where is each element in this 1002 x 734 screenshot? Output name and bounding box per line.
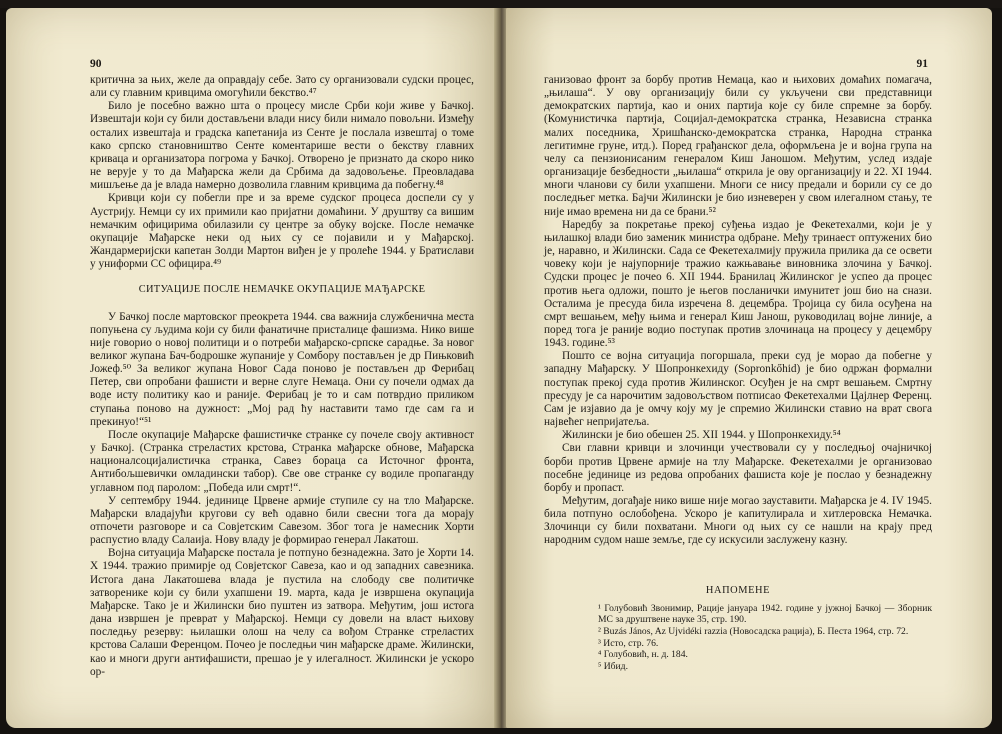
paragraph: Сви главни кривци и злочинци учествовали су у последњој очајничкој борби против Црвене армије на тлу Мађарске. Фекетехалми је организовао посебне јединице из редова опробаних фашиста које је послао у безнадежну борбу и пропаст. bbox=[544, 442, 932, 494]
left-page-text bbox=[90, 74, 474, 679]
page-number: 91 bbox=[916, 58, 928, 70]
left-page bbox=[6, 8, 496, 728]
paragraph: критична за њих, желе да оправдају себе. Зато су организовали судски процес, али су главним кривцима омогућили бекство.⁴⁷ bbox=[90, 74, 474, 100]
footnote: ² Buzás János, Az Ujvidéki razzia (Новосадска рација), Б. Песта 1964, стр. 72. bbox=[598, 625, 909, 637]
paragraph: У Бачкој после мартовског преокрета 1944. сва важнија службенична места попуњена су људима који су били фанатичне присталице фашизма. Нико више није говорио о новој политици и о потреби мађарско-српске сарадње. За новог великог жупана Бач-бодрошке жупаније у Сомбору постављен је др Пињковић Јожеф.⁵⁰ За великог жупана Новог Сада поново је постављен др Ферибац Петер, сви опробани фашисти и верне слуге Немаца. Они су почели одмах да воде исту политику као и раније. Ферибац је то и сам потврдио приликом ступања поново на дужност: „Мој рад ћу наставити тамо где сам га и прекинуо!“⁵¹ bbox=[90, 310, 474, 428]
paragraph: Пошто се војна ситуација погоршала, преки суд је морао да побегне у западну Мађарску. У Шопронкехиду (Sopronkőhid) је био одржан формални поступак прекој суда против Жилинског. Осуђен је на смрт вешањем. Смртну пресуду је са нарочитим задовољством потписао Фекетехалми Цајлнер Ференц. Сам је изјавио да је омчу коју му је спремио Жилински ставио на врат свога највећег непријатеља. bbox=[544, 350, 932, 429]
right-page bbox=[506, 8, 992, 728]
paragraph: Било је посебно важно шта о процесу мисле Срби који живе у Бачкој. Извештаји који су били достављени влади нису били нимало повољни. Између осталих извештаја и градска капетанија из Сенте је послала извештај о томе како српско становништво Сенте коментарише вести о бекству главних криваца и организатора погрома у Бачкој. Отворено је признато да скоро нико не верује у то да Мађарска жели да Србима да задовољење. Преовладава мишљење да је влада намерно дозволила главним кривцима да побегну.⁴⁸ bbox=[90, 100, 474, 192]
paragraph: Жилински је био обешен 25. XII 1944. у Шопронкехиду.⁵⁴ bbox=[562, 429, 841, 442]
footnote: ⁵ Ибид. bbox=[598, 660, 628, 672]
paragraph: Међутим, догађаје нико више није могао зауставити. Мађарска је 4. IV 1945. била потпуно ослобођена. Ускоро је капитулирала и хитлеровска Немачка. Злочинци су били похватани. Многи од њих су се нашли на крају пред народним судом наше земље, где су искусили заслужену казну. bbox=[544, 495, 932, 547]
paragraph: Наредбу за покретање прекој суђења издао је Фекетехалми, који је у њилашкој влади био заменик министра одбране. Међу тринаест оптужених био је, наравно, и Жилински. Сада се Фекетехалмију пружила прилика да се освети човеку који је најупорније тражио кажњавање виновника злочина у Бачкој. Судски процес је почео 6. XII 1944. Бранилац Жилинског је успео да процес против њега одложи, пошто је његов посланички имунитет још био на снази. Осталима је пресуда била изречена 8. децембра. Тројица су била осуђена на смрт вешањем, међу њима и генерал Киш Јанош, руководилац војне линије, а поред тога је раније водио поступак против злочинаца на процесу у децембру 1943. године.⁵³ bbox=[544, 218, 932, 350]
notes-heading: НАПОМЕНЕ bbox=[705, 584, 771, 596]
footnotes bbox=[544, 603, 932, 673]
footnote: ⁴ Голубовић, н. д. 184. bbox=[598, 649, 688, 661]
paragraph: У септембру 1944. јединице Црвене армије ступиле су на тло Мађарске. Мађарски владајући кругови су већ одавно били свесни тога да морају отпочети разговоре и са Совјетским Савезом. Због тога је намесник Хорти распустио владу Салаија. Нову владу је формирао генерал Лакатош. bbox=[90, 494, 474, 547]
footnote: ¹ Голубовић Звонимир, Рације јануара 1942. године у јужној Бачкој — Зборник МС за друштвене науке 35, стр. 190. bbox=[598, 602, 932, 626]
paragraph: После окупације Мађарске фашистичке странке су почеле своју активност у Бачкој. (Странка стреластих крстова, Странка мађарске обнове, Мађарска националсоцијалистичка странка, Савез бораца са Источног фронта, Антибољшевички омладински табор). Све ове странке су водиле пропаганду углавном под паролом: „Победа или смрт!“. bbox=[90, 428, 474, 494]
section-heading: СИТУАЦИЈЕ ПОСЛЕ НЕМАЧКЕ ОКУПАЦИЈЕ МАЂАРСКЕ bbox=[138, 284, 426, 296]
paragraph: Кривци који су побегли пре и за време судског процеса доспели су у Аустрију. Немци су их примили као пријатни домаћини. У друштву са вишим немачким официрима обилазили су центре за обуку војске. После немачке окупације Мађарске неки од њих су се појавили и у Мађарској. Жандармеријски капетан Золди Мартон виђен је у пролеће 1944. у Братислави у униформи СС официра.⁴⁹ bbox=[90, 192, 474, 271]
top-edge bbox=[0, 0, 1002, 8]
page-number: 90 bbox=[90, 58, 102, 70]
footnote: ³ Исто, стр. 76. bbox=[598, 637, 659, 649]
paragraph: Војна ситуација Мађарске постала је потпуно безнадежна. Зато је Хорти 14. X 1944. тражио примирје од Совјетског Савеза, као и од западних савезника. Истога дана Лакатошева влада је пустила на слободу све политичке затворенике који су били ухапшени 19. марта, када је извршена окупација Мађарске. Тако је и Жилински био пуштен из затвора. Међутим, још истога дана извршен је преврат у Мађарској. Немци су довели на власт њихову последњу резерву: њилашки олош на челу са вођом Странке стреластих крстова Салаши Ференцом. Почео је последњи чин мађарске драме. Жилински, као и многи други антифашисти, прешао је у илегалност. Жилински је ускоро ор- bbox=[90, 547, 474, 678]
right-page-text bbox=[544, 74, 932, 672]
paragraph: ганизовао фронт за борбу против Немаца, као и њихових домаћих помагача, „њилаша“. У ову организацију били су укључени сви представници демократских партија, као и оних партија које су биле спремне за борбу. (Комунистичка партија, Социјал-демократска странка, Независна странка малих поседника, Хришћанско-демократска странка, Народна странка легитимне груне, итд.). Поред грађанског дела, оформљена је и војна група на челу са пензионисаним генералом Киш Јаношом. Међутим, услед издаје организације безбедности „њилаша“ открила је ову организацију и 22. XI 1944. многи чланови су били ухапшени. Многи се нису предали и борили су се до последњег метка. Бајчи Жилински је био изневерен у свом илегалном стању, те није имао времена ни да се брани.⁵² bbox=[544, 74, 932, 218]
